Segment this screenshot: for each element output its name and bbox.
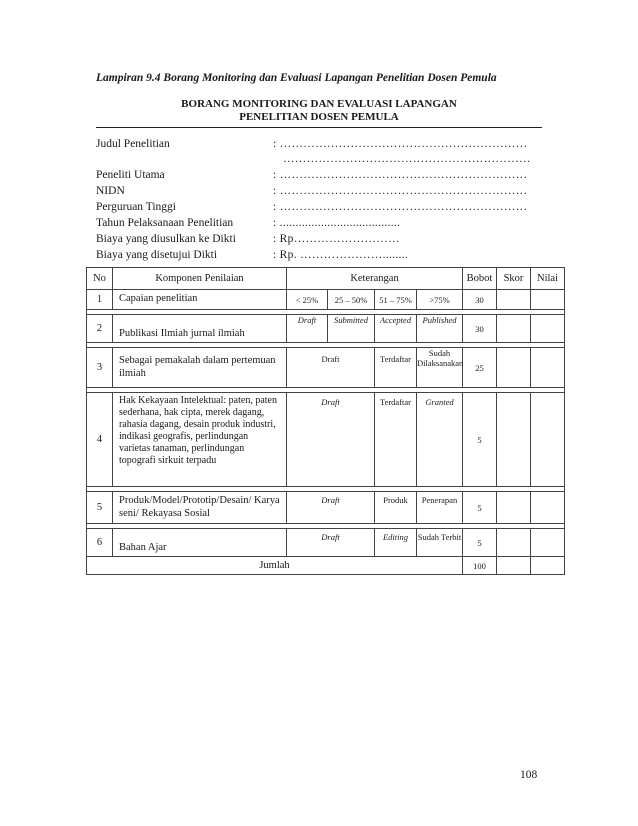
- row-6-no: 6: [87, 529, 113, 557]
- row-3-ket-2: Terdaftar: [375, 348, 417, 388]
- row-2-ket-2: Submitted: [328, 315, 375, 343]
- row-3-nilai[interactable]: [531, 348, 565, 388]
- row-4-no: 4: [87, 393, 113, 487]
- row-2-skor[interactable]: [497, 315, 531, 343]
- row-1-nilai[interactable]: [531, 290, 565, 310]
- field-value-judul-cont: ………………………………………………………: [283, 153, 531, 165]
- row-5-ket-1: Draft: [287, 492, 375, 524]
- header-keterangan: Keterangan: [287, 268, 463, 290]
- row-3-ket-1: Draft: [287, 348, 375, 388]
- field-value-tahun: : ......................................: [273, 217, 401, 229]
- header-skor: Skor: [497, 268, 531, 290]
- total-nilai[interactable]: [531, 557, 565, 575]
- row-2-bobot: 30: [463, 315, 497, 343]
- table-row-5: [87, 492, 565, 524]
- field-label-biaya-usul: Biaya yang diusulkan ke Dikti: [96, 233, 236, 245]
- row-4-komponen: Hak Kekayaan Intelektual: paten, paten sederhana, hak cipta, merek dagang, rahasia dagang, desain produk industri, indikasi geografis, perlindungan varietas tanaman, perlindungan topografi sirkuit terpadu: [113, 393, 287, 487]
- table-row-3: [87, 348, 565, 388]
- row-2-ket-1: Draft: [287, 315, 328, 343]
- row-1-bobot: 30: [463, 290, 497, 310]
- table-total-row: [87, 557, 565, 575]
- total-label: Jumlah: [87, 557, 463, 575]
- row-1-no: 1: [87, 290, 113, 310]
- row-3-no: 3: [87, 348, 113, 388]
- row-3-ket-3: Sudah Dilaksanakan: [417, 348, 463, 388]
- field-value-biaya-setuju: : Rp. …………………........: [273, 249, 409, 261]
- page-number: 108: [520, 769, 538, 781]
- row-5-bobot: 5: [463, 492, 497, 524]
- row-4-ket-3: Granted: [417, 393, 463, 487]
- row-4-ket-1: Draft: [287, 393, 375, 487]
- row-6-komponen: Bahan Ajar: [113, 529, 287, 557]
- row-5-komponen: Produk/Model/Prototip/Desain/ Karya seni/ Rekayasa Sosial: [113, 492, 287, 524]
- row-3-skor[interactable]: [497, 348, 531, 388]
- header-no: No: [87, 268, 113, 290]
- field-value-nidn: : ………………………………………………………: [273, 185, 528, 197]
- appendix-title: Lampiran 9.4 Borang Monitoring dan Evaluasi Lapangan Penelitian Dosen Pemula: [96, 72, 497, 84]
- row-2-nilai[interactable]: [531, 315, 565, 343]
- field-value-biaya-usul: : Rp………………………: [273, 233, 400, 245]
- row-5-no: 5: [87, 492, 113, 524]
- row-3-komponen: Sebagai pemakalah dalam pertemuan ilmiah: [113, 348, 287, 388]
- row-6-bobot: 5: [463, 529, 497, 557]
- header-nilai: Nilai: [531, 268, 565, 290]
- row-2-komponen: Publikasi Ilmiah jurnal ilmiah: [113, 315, 287, 343]
- field-label-nidn: NIDN: [96, 185, 125, 197]
- row-6-nilai[interactable]: [531, 529, 565, 557]
- field-value-peneliti: : ………………………………………………………: [273, 169, 528, 181]
- field-value-pt: : ………………………………………………………: [273, 201, 528, 213]
- row-2-ket-3: Accepted: [375, 315, 417, 343]
- row-1-ket-3: 51 – 75%: [375, 290, 417, 310]
- row-1-ket-2: 25 – 50%: [328, 290, 375, 310]
- field-label-biaya-setuju: Biaya yang disetujui Dikti: [96, 249, 218, 261]
- row-5-ket-2: Produk: [375, 492, 417, 524]
- row-6-ket-3: Sudah Terbit: [417, 529, 463, 557]
- row-3-bobot: 25: [463, 348, 497, 388]
- row-1-ket-4: >75%: [417, 290, 463, 310]
- field-value-judul: : ………………………………………………………: [273, 138, 528, 150]
- row-6-ket-1: Draft: [287, 529, 375, 557]
- table-header-row: [87, 268, 565, 290]
- row-4-ket-2: Terdaftar: [375, 393, 417, 487]
- row-5-ket-3: Penerapan: [417, 492, 463, 524]
- title-divider: [96, 127, 542, 128]
- table-row-1: [87, 290, 565, 310]
- header-komponen: Komponen Penilaian: [113, 268, 287, 290]
- form-title-line-2: PENELITIAN DOSEN PEMULA: [239, 111, 399, 123]
- row-1-skor[interactable]: [497, 290, 531, 310]
- row-4-skor[interactable]: [497, 393, 531, 487]
- evaluation-table: [86, 267, 565, 575]
- row-4-bobot: 5: [463, 393, 497, 487]
- field-label-judul: Judul Penelitian: [96, 138, 170, 150]
- row-6-skor[interactable]: [497, 529, 531, 557]
- header-bobot: Bobot: [463, 268, 497, 290]
- table-row-2: [87, 315, 565, 343]
- row-1-komponen: Capaian penelitian: [113, 290, 287, 310]
- field-label-peneliti: Peneliti Utama: [96, 169, 165, 181]
- row-4-nilai[interactable]: [531, 393, 565, 487]
- row-1-ket-1: < 25%: [287, 290, 328, 310]
- field-label-tahun: Tahun Pelaksanaan Penelitian: [96, 217, 234, 229]
- row-6-ket-2: Editing: [375, 529, 417, 557]
- total-bobot: 100: [463, 557, 497, 575]
- row-2-no: 2: [87, 315, 113, 343]
- table-row-6: [87, 529, 565, 557]
- table-row-4: [87, 393, 565, 487]
- form-title-line-1: BORANG MONITORING DAN EVALUASI LAPANGAN: [181, 98, 457, 110]
- row-2-ket-4: Published: [417, 315, 463, 343]
- row-5-nilai[interactable]: [531, 492, 565, 524]
- row-5-skor[interactable]: [497, 492, 531, 524]
- field-label-pt: Perguruan Tinggi: [96, 201, 176, 213]
- total-skor[interactable]: [497, 557, 531, 575]
